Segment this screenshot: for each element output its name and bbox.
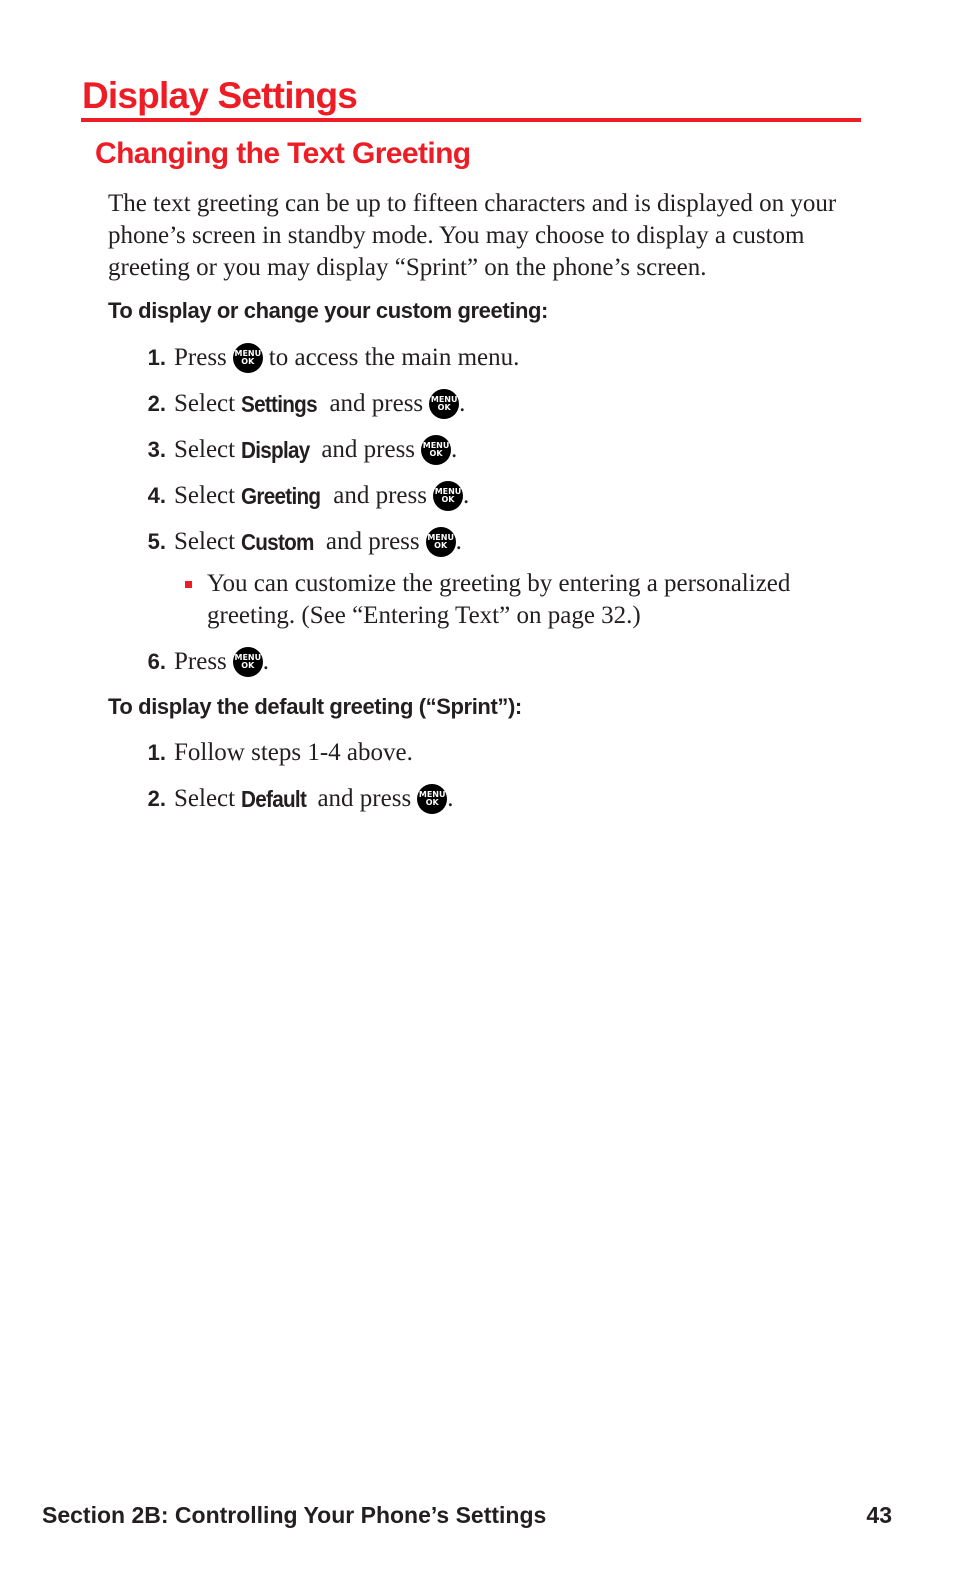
menu-ok-icon: MENU OK [433, 481, 463, 511]
footer-page-number: 43 [866, 1502, 892, 1528]
step-text: Select [174, 482, 236, 509]
step-text: . [447, 785, 454, 812]
step-text: . [455, 528, 462, 555]
step-text: . [459, 390, 466, 417]
menu-option-default: Default [241, 785, 307, 812]
menu-ok-icon: MENU OK [233, 647, 263, 677]
menu-ok-icon: MENU OK [421, 435, 451, 465]
step-text: . [451, 436, 458, 463]
step-number: 2. [147, 786, 166, 811]
step-text: . [463, 482, 470, 509]
step-number: 3. [147, 437, 166, 462]
menu-option-greeting: Greeting [241, 482, 321, 509]
custom-step-1 [108, 340, 519, 376]
step-number: 5. [147, 529, 166, 554]
page-title: Display Settings [82, 75, 358, 116]
custom-step-2 [108, 386, 465, 422]
step-number: 1. [147, 740, 166, 765]
custom-step-5 [108, 524, 462, 560]
step-number: 6. [147, 649, 166, 674]
custom-step-4 [108, 478, 469, 514]
default-greeting-heading: To display the default greeting (“Sprint”): [108, 694, 522, 719]
menu-ok-icon: MENU OK [233, 343, 263, 373]
step-text: and press [333, 482, 427, 509]
step-text: and press [317, 785, 412, 812]
step-text: and press [325, 528, 420, 555]
step-text: Select [174, 785, 236, 812]
menu-option-settings: Settings [241, 390, 318, 417]
custom-step-6 [108, 644, 269, 680]
default-step-1 [108, 735, 413, 771]
menu-option-display: Display [241, 436, 310, 463]
step-text: . [262, 648, 270, 675]
step-number: 1. [147, 345, 166, 370]
step-text: Press [174, 344, 227, 371]
step-text: Select [174, 528, 236, 555]
bullet-square-icon [185, 581, 192, 588]
menu-ok-icon: MENU OK [429, 389, 459, 419]
menu-ok-icon: MENU OK [417, 784, 447, 814]
title-rule [81, 118, 861, 122]
step-number: 4. [147, 483, 166, 508]
step-text: Select [174, 390, 236, 417]
custom-greeting-note [185, 568, 845, 632]
custom-step-3 [108, 432, 457, 468]
menu-ok-icon: MENU OK [426, 527, 456, 557]
step-text: and press [321, 436, 416, 463]
step-number: 2. [147, 391, 166, 416]
menu-option-custom: Custom [241, 528, 314, 555]
step-text: Select [174, 436, 236, 463]
step-text: and press [329, 390, 424, 417]
step-text: Follow steps 1-4 above. [174, 739, 413, 766]
note-text: You can customize the greeting by entering a personalized greeting. (See “Entering Text” on page 32.) [207, 570, 791, 629]
custom-greeting-heading: To display or change your custom greeting: [108, 298, 548, 323]
footer-section-title: Section 2B: Controlling Your Phone’s Settings [42, 1502, 547, 1528]
section-title: Changing the Text Greeting [95, 137, 471, 170]
intro-paragraph: The text greeting can be up to fifteen characters and is displayed on your phone’s screen in standby mode. You may choose to display a custom greeting or you may display “Sprint” on the phone’s screen. [108, 190, 837, 281]
step-text: Press [174, 648, 227, 675]
default-step-2 [108, 781, 453, 817]
step-text: to access the main menu. [268, 344, 520, 371]
